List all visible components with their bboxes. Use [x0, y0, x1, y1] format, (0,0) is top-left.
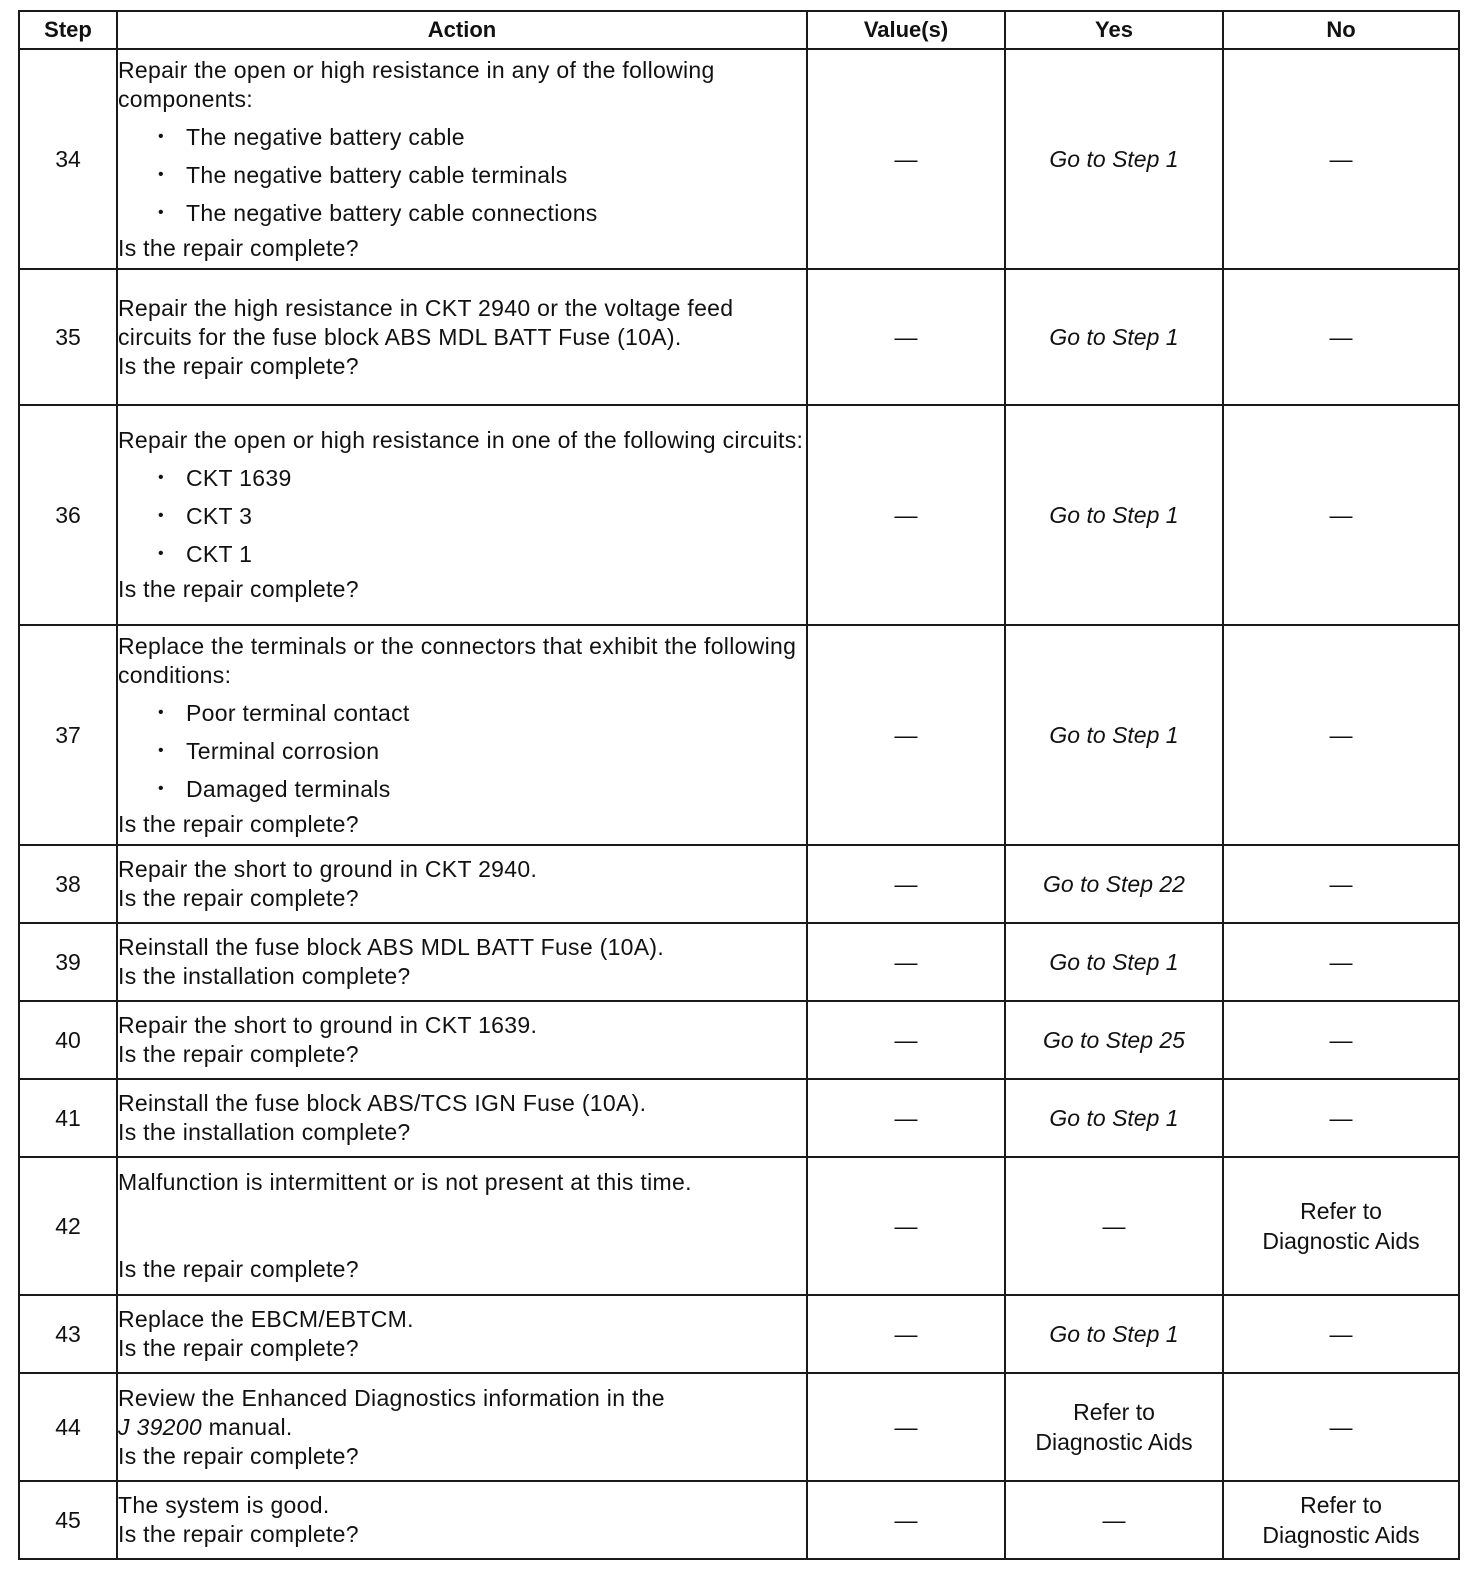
- step-number: 37: [19, 625, 117, 845]
- header-yes: Yes: [1005, 11, 1223, 49]
- step-number: 38: [19, 845, 117, 923]
- value-cell: —: [807, 405, 1005, 625]
- action-instruction: Reinstall the fuse block ABS MDL BATT Fuse (10A).: [118, 934, 665, 960]
- value-cell: —: [807, 923, 1005, 1001]
- yes-cell: [1005, 1295, 1223, 1373]
- action-cell: [117, 1001, 807, 1079]
- diagnostic-table: [18, 10, 1460, 1560]
- action-question: Is the repair complete?: [118, 1041, 359, 1067]
- list-item: • CKT 1639: [158, 459, 806, 497]
- bullet-list: [118, 694, 806, 808]
- refer-line: Refer to: [1073, 1399, 1155, 1425]
- action-question: Is the repair complete?: [118, 576, 359, 602]
- step-number: 41: [19, 1079, 117, 1157]
- yes-goto-link[interactable]: Go to Step 1: [1049, 721, 1179, 748]
- yes-goto-link[interactable]: Go to Step 1: [1049, 1320, 1179, 1347]
- tool-number: J 39200: [118, 1413, 202, 1440]
- action-cell: [117, 1373, 807, 1481]
- action-question: Is the installation complete?: [118, 963, 411, 989]
- list-item: • CKT 1: [158, 535, 806, 573]
- step-number: 35: [19, 269, 117, 405]
- yes-cell: [1005, 845, 1223, 923]
- yes-goto-link[interactable]: Go to Step 1: [1049, 323, 1179, 350]
- yes-goto-link[interactable]: Go to Step 22: [1043, 870, 1185, 897]
- table-row: [19, 1157, 1459, 1295]
- value-cell: —: [807, 1481, 1005, 1559]
- yes-goto-link[interactable]: Go to Step 1: [1049, 948, 1179, 975]
- list-item: • Damaged terminals: [158, 770, 806, 808]
- action-cell: [117, 1481, 807, 1559]
- action-question: Is the repair complete?: [118, 352, 359, 379]
- table-row: [19, 49, 1459, 269]
- header-step: Step: [19, 11, 117, 49]
- refer-line: Diagnostic Aids: [1262, 1228, 1420, 1254]
- action-question: Is the repair complete?: [118, 885, 359, 911]
- value-cell: —: [807, 845, 1005, 923]
- table-row: [19, 845, 1459, 923]
- action-question: Is the repair complete?: [118, 1256, 359, 1282]
- action-cell: [117, 49, 807, 269]
- no-cell: —: [1223, 845, 1459, 923]
- yes-goto-link[interactable]: Go to Step 1: [1049, 501, 1179, 528]
- list-item: • The negative battery cable: [158, 118, 806, 156]
- yes-cell: —: [1005, 1481, 1223, 1559]
- step-number: 45: [19, 1481, 117, 1559]
- action-cell: [117, 1157, 807, 1295]
- list-item: • The negative battery cable terminals: [158, 156, 806, 194]
- no-cell: —: [1223, 1001, 1459, 1079]
- yes-cell: [1005, 405, 1223, 625]
- step-number: 42: [19, 1157, 117, 1295]
- header-values: Value(s): [807, 11, 1005, 49]
- instruction-text: Review the Enhanced Diagnostics information in the: [118, 1384, 665, 1411]
- step-number: 36: [19, 405, 117, 625]
- action-question: Is the repair complete?: [118, 234, 359, 261]
- yes-cell: [1005, 1001, 1223, 1079]
- value-cell: —: [807, 625, 1005, 845]
- no-cell: —: [1223, 923, 1459, 1001]
- no-cell: —: [1223, 1295, 1459, 1373]
- value-cell: —: [807, 49, 1005, 269]
- action-cell: [117, 405, 807, 625]
- bullet-list: [118, 459, 806, 573]
- table-row: [19, 923, 1459, 1001]
- refer-line: Diagnostic Aids: [1262, 1522, 1420, 1548]
- action-instruction: Reinstall the fuse block ABS/TCS IGN Fuse (10A).: [118, 1090, 647, 1116]
- no-cell: —: [1223, 49, 1459, 269]
- table-row: [19, 1295, 1459, 1373]
- no-cell: —: [1223, 1079, 1459, 1157]
- yes-goto-link[interactable]: Go to Step 1: [1049, 1104, 1179, 1131]
- table-row: [19, 405, 1459, 625]
- table-row: [19, 1079, 1459, 1157]
- step-number: 34: [19, 49, 117, 269]
- table-header-row: [19, 11, 1459, 49]
- value-cell: —: [807, 1001, 1005, 1079]
- value-cell: —: [807, 1373, 1005, 1481]
- action-cell: [117, 845, 807, 923]
- value-cell: —: [807, 269, 1005, 405]
- bullet-list: [118, 118, 806, 232]
- action-cell: [117, 269, 807, 405]
- refer-line: Refer to: [1300, 1198, 1382, 1224]
- value-cell: —: [807, 1157, 1005, 1295]
- action-instruction: Repair the high resistance in CKT 2940 or the voltage feed circuits for the fuse block ABS MDL BATT Fuse (10A).: [118, 294, 734, 350]
- yes-cell: —: [1005, 1157, 1223, 1295]
- action-question: Is the installation complete?: [118, 1119, 411, 1145]
- header-no: No: [1223, 11, 1459, 49]
- instruction-text: manual.: [201, 1413, 293, 1440]
- list-item: • Poor terminal contact: [158, 694, 806, 732]
- action-question: Is the repair complete?: [118, 810, 359, 837]
- value-cell: —: [807, 1079, 1005, 1157]
- action-instruction: Replace the EBCM/EBTCM.: [118, 1306, 414, 1332]
- yes-cell: [1005, 1079, 1223, 1157]
- action-question: Is the repair complete?: [118, 1442, 359, 1469]
- action-instruction: Repair the open or high resistance in any of the following components:: [118, 56, 715, 112]
- action-instruction: [118, 1384, 806, 1442]
- list-item: • CKT 3: [158, 497, 806, 535]
- no-cell: —: [1223, 269, 1459, 405]
- refer-diagnostic-aids-link[interactable]: [1262, 1196, 1419, 1256]
- step-number: 43: [19, 1295, 117, 1373]
- step-number: 40: [19, 1001, 117, 1079]
- yes-cell: [1005, 1373, 1223, 1481]
- no-cell: [1223, 1157, 1459, 1295]
- refer-diagnostic-aids-link[interactable]: [1035, 1397, 1192, 1457]
- yes-cell: [1005, 625, 1223, 845]
- action-question: Is the repair complete?: [118, 1335, 359, 1361]
- refer-line: Refer to: [1300, 1492, 1382, 1518]
- yes-goto-link[interactable]: Go to Step 1: [1049, 145, 1179, 172]
- table-row: [19, 1481, 1459, 1559]
- action-instruction: Malfunction is intermittent or is not present at this time.: [118, 1169, 692, 1195]
- action-question: Is the repair complete?: [118, 1521, 359, 1547]
- action-instruction: Replace the terminals or the connectors that exhibit the following conditions:: [118, 632, 797, 688]
- step-number: 44: [19, 1373, 117, 1481]
- action-cell: [117, 1079, 807, 1157]
- no-cell: —: [1223, 625, 1459, 845]
- action-instruction: Repair the short to ground in CKT 2940.: [118, 856, 538, 882]
- action-cell: [117, 625, 807, 845]
- refer-diagnostic-aids-link[interactable]: [1262, 1490, 1419, 1550]
- list-item: • Terminal corrosion: [158, 732, 806, 770]
- action-instruction: The system is good.: [118, 1492, 330, 1518]
- action-instruction: Repair the open or high resistance in one of the following circuits:: [118, 427, 804, 453]
- table-row: [19, 269, 1459, 405]
- action-cell: [117, 923, 807, 1001]
- refer-line: Diagnostic Aids: [1035, 1429, 1193, 1455]
- table-row: [19, 1001, 1459, 1079]
- yes-cell: [1005, 923, 1223, 1001]
- spacer: [118, 1197, 806, 1255]
- yes-cell: [1005, 269, 1223, 405]
- yes-cell: [1005, 49, 1223, 269]
- action-cell: [117, 1295, 807, 1373]
- no-cell: —: [1223, 405, 1459, 625]
- action-instruction: Repair the short to ground in CKT 1639.: [118, 1012, 538, 1038]
- yes-goto-link[interactable]: Go to Step 25: [1043, 1026, 1185, 1053]
- no-cell: —: [1223, 1373, 1459, 1481]
- step-number: 39: [19, 923, 117, 1001]
- value-cell: —: [807, 1295, 1005, 1373]
- header-action: Action: [117, 11, 807, 49]
- table-row: [19, 1373, 1459, 1481]
- list-item: • The negative battery cable connections: [158, 194, 806, 232]
- table-row: [19, 625, 1459, 845]
- no-cell: [1223, 1481, 1459, 1559]
